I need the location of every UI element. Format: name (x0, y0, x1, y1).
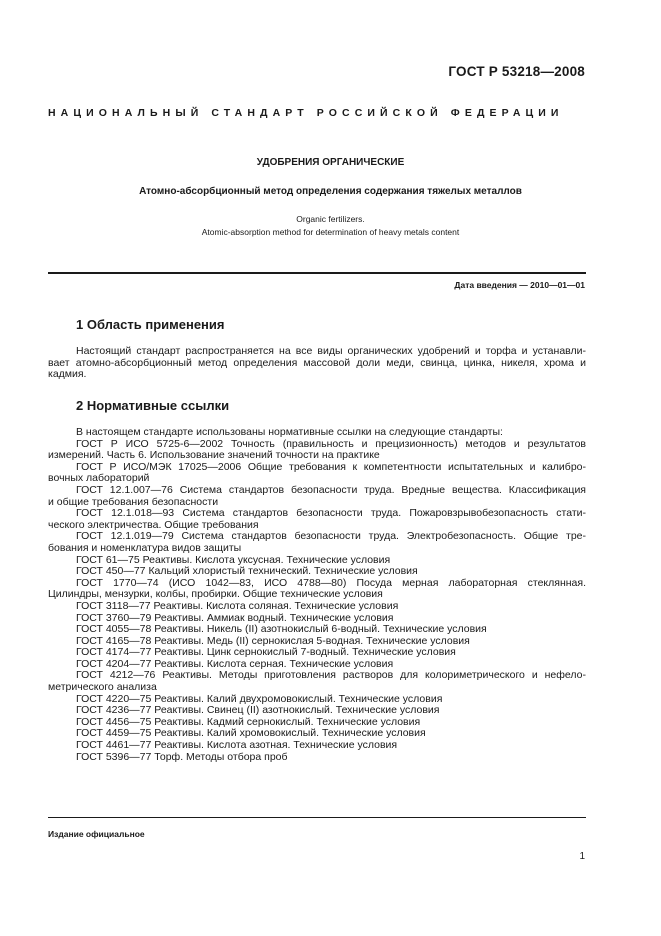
reference-line: ГОСТ 61—75 Реактивы. Кислота уксусная. Технические условия (76, 553, 391, 566)
reference-line: ГОСТ 4212—76 Реактивы. Методы приготовления растворов для колориметрического и нефело- (76, 669, 586, 682)
page-number: 1 (579, 851, 585, 862)
reference-line: ГОСТ 4456—75 Реактивы. Кадмий сернокислый. Технические условия (76, 715, 421, 728)
reference-line: ГОСТ 1770—74 (ИСО 1042—83, ИСО 4788—80) Посуда мерная лабораторная стеклянная. (76, 576, 586, 589)
section-1-body (48, 346, 586, 381)
english-title-line-1: Organic fertilizers. (296, 214, 365, 224)
reference-line: ГОСТ 12.1.019—79 Система стандартов безопасности труда. Электробезопасность. Общие тре- (76, 530, 586, 543)
section-2-heading: 2 Нормативные ссылки (76, 398, 230, 413)
english-title-line-2: Atomic-absorption method for determination of heavy metals content (201, 227, 460, 237)
reference-line: и общие требования безопасности (48, 495, 219, 508)
section-2-body (48, 427, 586, 763)
reference-line: ГОСТ 4236—77 Реактивы. Свинец (II) азотнокислый. Технические условия (76, 704, 440, 717)
reference-line: ГОСТ 3760—79 Реактивы. Аммиак водный. Технические условия (76, 611, 394, 624)
paragraph-line: Настоящий стандарт распространяется на все виды органических удобрений и торфа и устанавли- (76, 345, 586, 357)
reference-line: ГОСТ 450—77 Кальций хлористый технический. Технические условия (76, 565, 418, 578)
reference-line: ГОСТ 12.1.018—93 Система стандартов безопасности труда. Пожаровзрывобезопасность стати- (76, 507, 586, 520)
reference-line: ГОСТ Р ИСО/МЭК 17025—2006 Общие требования к компетентности испытательных и калибро- (76, 460, 586, 473)
document-subtitle: Атомно-абсорбционный метод определения содержания тяжелых металлов (139, 186, 522, 197)
reference-line: ГОСТ 4461—77 Реактивы. Кислота азотная. Технические условия (76, 739, 398, 752)
reference-line: ГОСТ 4165—78 Реактивы. Медь (II) сернокислая 5-водная. Технические условия (76, 634, 470, 647)
document-number: ГОСТ Р 53218—2008 (448, 64, 585, 79)
paragraph-line: кадмия. (48, 368, 87, 381)
reference-line: ГОСТ 4204—77 Реактивы. Кислота серная. Технические условия (76, 657, 394, 670)
reference-line: ГОСТ 5396—77 Торф. Методы отбора проб (76, 750, 288, 763)
official-edition-label: Издание официальное (48, 829, 145, 839)
effective-date: Дата введения — 2010—01—01 (454, 280, 585, 290)
reference-line: ГОСТ 12.1.007—76 Система стандартов безопасности труда. Вредные вещества. Классификация (76, 483, 586, 496)
reference-line: метрического анализа (48, 681, 157, 694)
header-divider (48, 272, 586, 274)
paragraph-line: В настоящем стандарте использованы нормативные ссылки на следующие стандарты: (76, 426, 503, 438)
section-1-heading: 1 Область применения (76, 317, 225, 332)
reference-line: ГОСТ 4174—77 Реактивы. Цинк сернокислый 7-водный. Технические условия (76, 646, 456, 659)
reference-line: ГОСТ Р ИСО 5725-6—2002 Точность (правильность и прецизионность) методов и результатов (76, 437, 586, 450)
document-title: УДОБРЕНИЯ ОРГАНИЧЕСКИЕ (256, 157, 405, 168)
reference-line: вочных лабораторий (48, 472, 150, 485)
reference-line: ческого электричества. Общие требования (48, 518, 259, 531)
reference-line: бования и номенклатура видов защиты (48, 541, 242, 554)
reference-line: ГОСТ 4459—75 Реактивы. Калий хромовокислый. Технические условия (76, 727, 426, 740)
paragraph-line: вает атомно-абсорбционный метод определения массовой доли меди, свинца, цинка, никеля, хрома и (48, 356, 586, 369)
national-standard-banner: НАЦИОНАЛЬНЫЙ СТАНДАРТ РОССИЙСКОЙ ФЕДЕРАЦИИ (48, 107, 564, 119)
reference-line: измерений. Часть 6. Использование значений точности на практике (48, 449, 380, 462)
reference-line: ГОСТ 4220—75 Реактивы. Калий двухромовокислый. Технические условия (76, 692, 443, 705)
reference-line: ГОСТ 4055—78 Реактивы. Никель (II) азотнокислый 6-водный. Технические условия (76, 623, 487, 636)
footer-divider (48, 817, 586, 818)
reference-line: ГОСТ 3118—77 Реактивы. Кислота соляная. Технические условия (76, 599, 399, 612)
reference-line: Цилиндры, мензурки, колбы, пробирки. Общие технические условия (48, 588, 383, 601)
